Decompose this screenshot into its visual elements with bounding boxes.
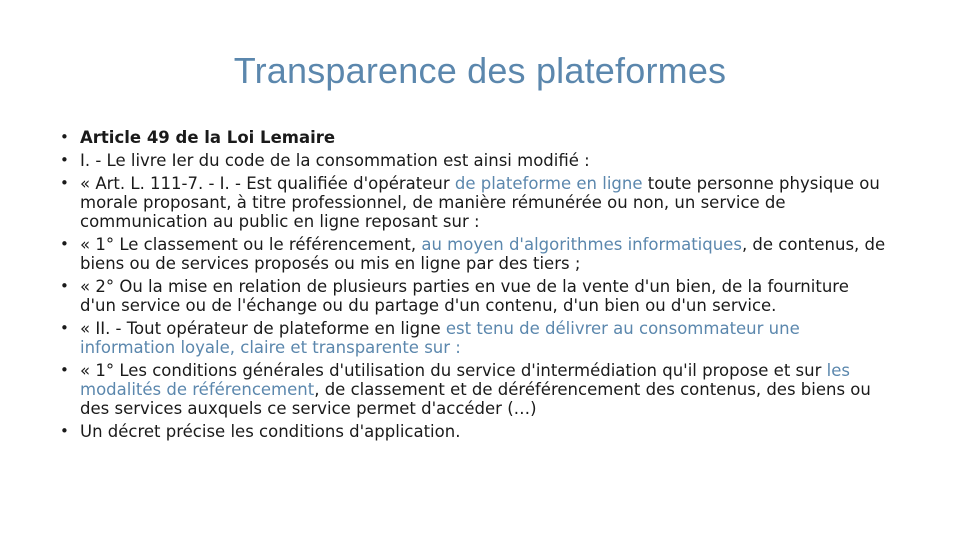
bullet-item-decret [60,422,890,441]
bullet-text-part: , de contenus, de biens ou de services proposés ou mis en ligne par des tiers ; [80,235,886,273]
bullet-text-part: « II. - Tout opérateur de plateforme en ligne [80,319,446,338]
bullet-text-part: toute personne physique ou morale proposant, à titre professionnel, de manière rémunérée ou non, un service de communication au public en ligne reposant sur : [80,174,880,231]
article-heading: Article 49 de la Loi Lemaire [80,128,336,147]
bullet-item-conditions-generales [60,361,890,418]
bullet-item-classement [60,235,890,273]
highlight-modalites-referencement: les modalités de référencement [80,361,850,399]
bullet-text: Un décret précise les conditions d'application. [80,422,461,441]
bullet-item-mise-en-relation [60,277,890,315]
bullet-marker: • [60,422,69,440]
bullet-text-part: « 1° Les conditions générales d'utilisation du service d'intermédiation qu'il propose et sur [80,361,827,380]
bullet-item-operateur [60,319,890,357]
bullet-text: « 2° Ou la mise en relation de plusieurs parties en vue de la vente d'un bien, de la fourniture d'un service ou de l'échange ou du partage d'un contenu, d'un bien ou d'un service. [80,277,849,315]
bullet-text-part: « Art. L. 111-7. - I. - Est qualifiée d'opérateur [80,174,455,193]
bullet-text-part: , de classement et de déréférencement des contenus, des biens ou des services auxquels ce service permet d'accéder (…) [80,380,871,418]
bullet-list [60,128,890,445]
bullet-marker: • [60,277,69,295]
bullet-marker: • [60,174,69,192]
bullet-item-livre [60,151,890,170]
highlight-information-loyale: est tenu de délivrer au consommateur une information loyale, claire et transparente sur : [80,319,800,357]
bullet-text-part: « 1° Le classement ou le référencement, [80,235,422,254]
slide-title: Transparence des plateformes [233,50,727,91]
highlight-algorithmes: au moyen d'algorithmes informatiques [421,235,742,254]
bullet-item-art-l111-7 [60,174,890,231]
bullet-item-article [60,128,890,147]
bullet-marker: • [60,361,69,379]
highlight-plateforme-en-ligne: de plateforme en ligne [454,174,643,193]
bullet-marker: • [60,128,69,146]
bullet-marker: • [60,235,69,253]
bullet-marker: • [60,319,69,337]
bullet-marker: • [60,151,69,169]
bullet-text: I. - Le livre Ier du code de la consommation est ainsi modifié : [80,151,590,170]
